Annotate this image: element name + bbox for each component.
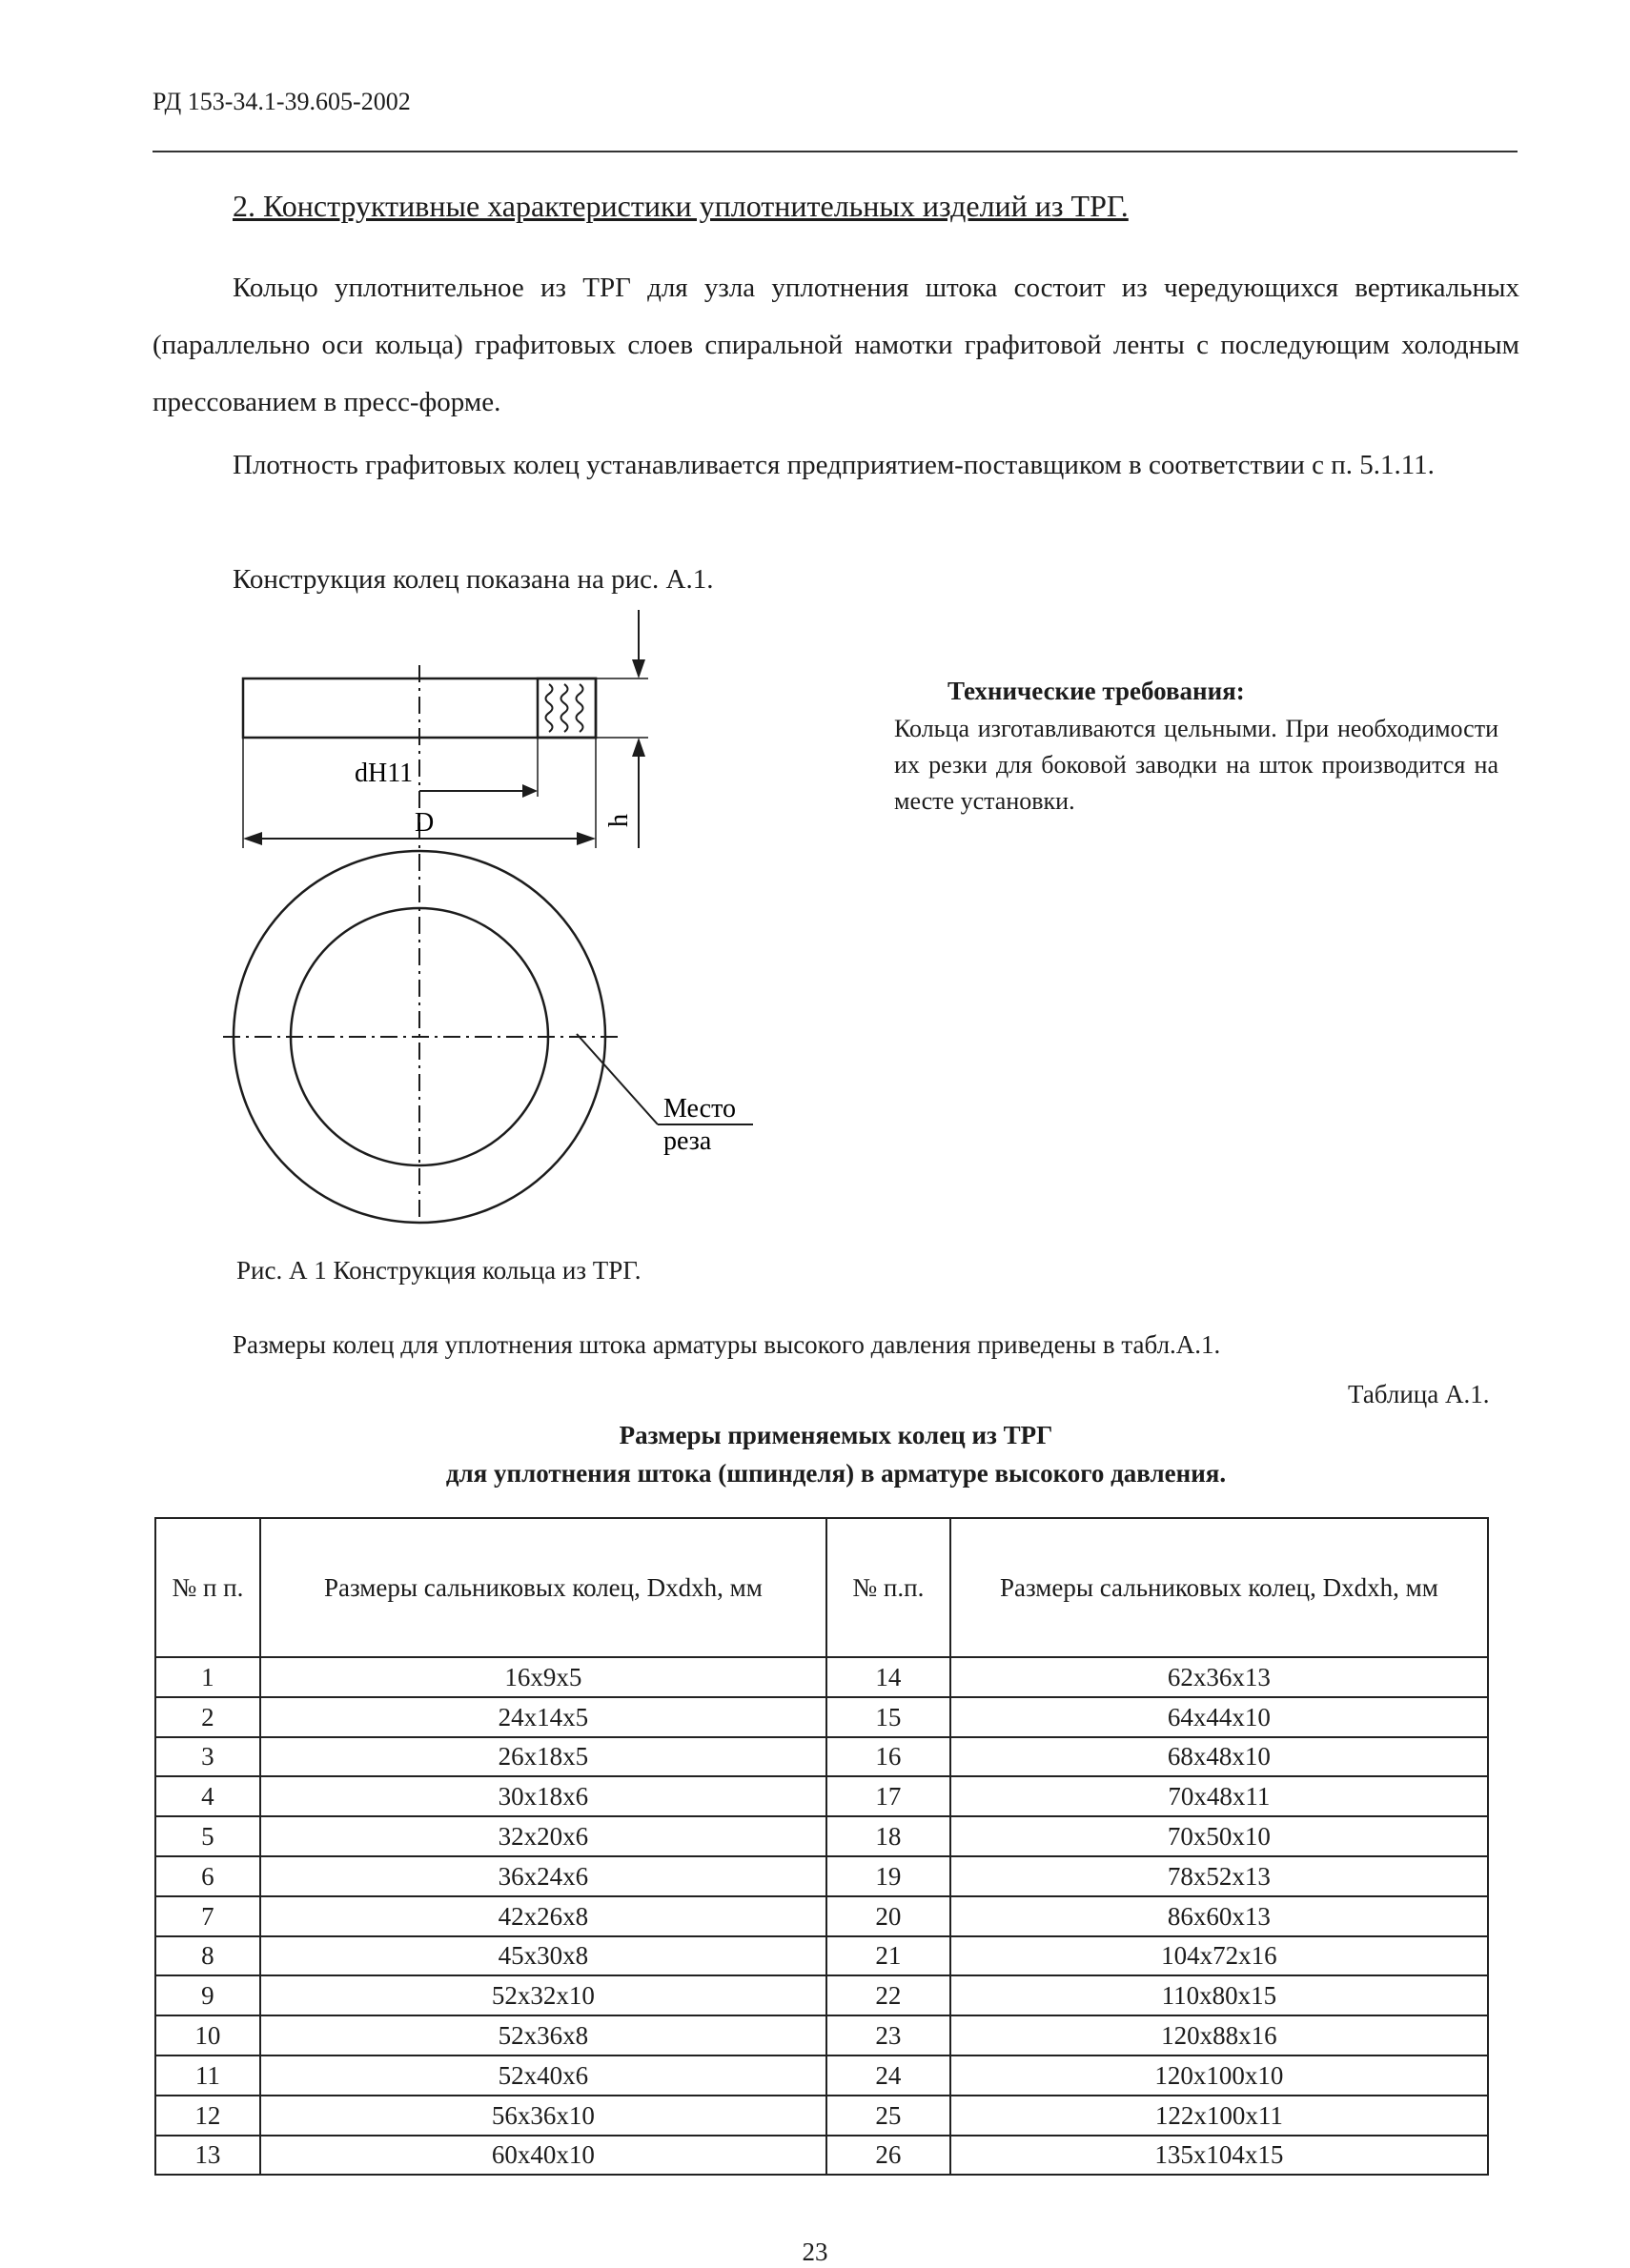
- figure-caption: Рис. А 1 Конструкция кольца из ТРГ.: [236, 1256, 642, 1285]
- table-row: [155, 1776, 1488, 1816]
- ring-size-cell: 16x9x5: [260, 1657, 826, 1697]
- row-number-cell: 25: [826, 2096, 950, 2136]
- ring-size-cell: 110x80x15: [950, 1975, 1488, 2015]
- table-title-line-2: для уплотнения штока (шпинделя) в арматуре высокого давления.: [445, 1459, 1227, 1488]
- ring-size-cell: 135x104x15: [950, 2136, 1488, 2176]
- row-number-cell: 14: [826, 1657, 950, 1697]
- ring-size-cell: 56x36x10: [260, 2096, 826, 2136]
- ring-size-cell: 78x52x13: [950, 1856, 1488, 1896]
- table-row: [155, 1856, 1488, 1896]
- tech-requirements-text: Кольца изготавливаются цельными. При необходимости их резки для боковой заводки на шток производится на месте установки.: [894, 715, 1498, 815]
- dimension-D-label: D: [415, 808, 435, 838]
- row-number-cell: 24: [826, 2055, 950, 2096]
- ring-size-cell: 32x20x6: [260, 1816, 826, 1856]
- page-number: 23: [802, 2238, 828, 2266]
- table-header-row: [155, 1518, 1488, 1657]
- row-number-cell: 23: [826, 2015, 950, 2055]
- row-number-cell: 2: [155, 1697, 260, 1737]
- header-sizes: Размеры сальниковых колец, Dxdxh, мм: [260, 1518, 826, 1657]
- row-number-cell: 10: [155, 2015, 260, 2055]
- row-number-cell: 7: [155, 1896, 260, 1936]
- table-row: [155, 1975, 1488, 2015]
- paragraph-ring-structure: Кольцо уплотнительное из ТРГ для узла уплотнения штока состоит из чередующихся вертикальных (параллельно оси кольца) графитовых слоев спиральной намотки графитовой ленты с последующим холодным прессованием в пресс-форме.: [153, 273, 1519, 417]
- ring-size-cell: 122x100x11: [950, 2096, 1488, 2136]
- row-number-cell: 22: [826, 1975, 950, 2015]
- ring-size-cell: 52x32x10: [260, 1975, 826, 2015]
- row-number-cell: 13: [155, 2136, 260, 2176]
- ring-drawing: [219, 610, 829, 1239]
- table-row: [155, 2136, 1488, 2176]
- header-number: № п п.: [155, 1518, 260, 1657]
- table-row: [155, 2055, 1488, 2096]
- tech-requirements-title: Технические требования:: [947, 677, 1245, 705]
- ring-size-cell: 70x48x11: [950, 1776, 1488, 1816]
- row-number-cell: 11: [155, 2055, 260, 2096]
- cut-place-label-2: реза: [663, 1126, 712, 1156]
- ring-size-cell: 120x100x10: [950, 2055, 1488, 2096]
- row-number-cell: 21: [826, 1936, 950, 1976]
- dimension-h-label: h: [604, 814, 634, 827]
- header-number-2: № п.п.: [826, 1518, 950, 1657]
- dimension-d-label: dH11: [355, 759, 414, 788]
- table-title: [153, 1416, 1519, 1492]
- ring-size-cell: 64x44x10: [950, 1697, 1488, 1737]
- table-row: [155, 1936, 1488, 1976]
- table-title-line-1: Размеры применяемых колец из ТРГ: [619, 1421, 1053, 1449]
- ring-size-cell: 62x36x13: [950, 1657, 1488, 1697]
- row-number-cell: 15: [826, 1697, 950, 1737]
- ring-size-cell: 86x60x13: [950, 1896, 1488, 1936]
- ring-sizes-table: [154, 1517, 1489, 2176]
- ring-size-cell: 42x26x8: [260, 1896, 826, 1936]
- row-number-cell: 6: [155, 1856, 260, 1896]
- table-row: [155, 1657, 1488, 1697]
- table-row: [155, 1816, 1488, 1856]
- table-row: [155, 2096, 1488, 2136]
- table-row: [155, 2015, 1488, 2055]
- ring-size-cell: 36x24x6: [260, 1856, 826, 1896]
- row-number-cell: 20: [826, 1896, 950, 1936]
- ring-size-cell: 120x88x16: [950, 2015, 1488, 2055]
- row-number-cell: 16: [826, 1737, 950, 1777]
- row-number-cell: 19: [826, 1856, 950, 1896]
- table-label: Таблица А.1.: [1348, 1380, 1490, 1408]
- row-number-cell: 8: [155, 1936, 260, 1976]
- row-number-cell: 4: [155, 1776, 260, 1816]
- paragraph-figure-ref: Конструкция колец показана на рис. А.1.: [233, 564, 714, 595]
- ring-size-cell: 70x50x10: [950, 1816, 1488, 1856]
- ring-size-cell: 26x18x5: [260, 1737, 826, 1777]
- cut-place-label: Место: [663, 1094, 736, 1124]
- document-code: РД 153-34.1-39.605-2002: [153, 88, 411, 115]
- section-title: 2. Конструктивные характеристики уплотнительных изделий из ТРГ.: [233, 189, 1129, 223]
- ring-size-cell: 68x48x10: [950, 1737, 1488, 1777]
- row-number-cell: 26: [826, 2136, 950, 2176]
- sizes-reference-text: Размеры колец для уплотнения штока арматуры высокого давления приведены в табл.А.1.: [233, 1330, 1221, 1359]
- ring-size-cell: 104x72x16: [950, 1936, 1488, 1976]
- ring-size-cell: 52x36x8: [260, 2015, 826, 2055]
- ring-size-cell: 60x40x10: [260, 2136, 826, 2176]
- table-row: [155, 1896, 1488, 1936]
- row-number-cell: 18: [826, 1816, 950, 1856]
- row-number-cell: 3: [155, 1737, 260, 1777]
- table-row: [155, 1737, 1488, 1777]
- row-number-cell: 5: [155, 1816, 260, 1856]
- row-number-cell: 9: [155, 1975, 260, 2015]
- header-sizes-2: Размеры сальниковых колец, Dxdxh, мм: [950, 1518, 1488, 1657]
- ring-size-cell: 52x40x6: [260, 2055, 826, 2096]
- ring-size-cell: 30x18x6: [260, 1776, 826, 1816]
- row-number-cell: 1: [155, 1657, 260, 1697]
- row-number-cell: 17: [826, 1776, 950, 1816]
- table-row: [155, 1697, 1488, 1737]
- ring-size-cell: 24x14x5: [260, 1697, 826, 1737]
- row-number-cell: 12: [155, 2096, 260, 2136]
- header-rule: [153, 151, 1518, 152]
- paragraph-density: Плотность графитовых колец устанавливается предприятием-поставщиком в соответствии с п. 5.1.11.: [233, 450, 1435, 480]
- ring-size-cell: 45x30x8: [260, 1936, 826, 1976]
